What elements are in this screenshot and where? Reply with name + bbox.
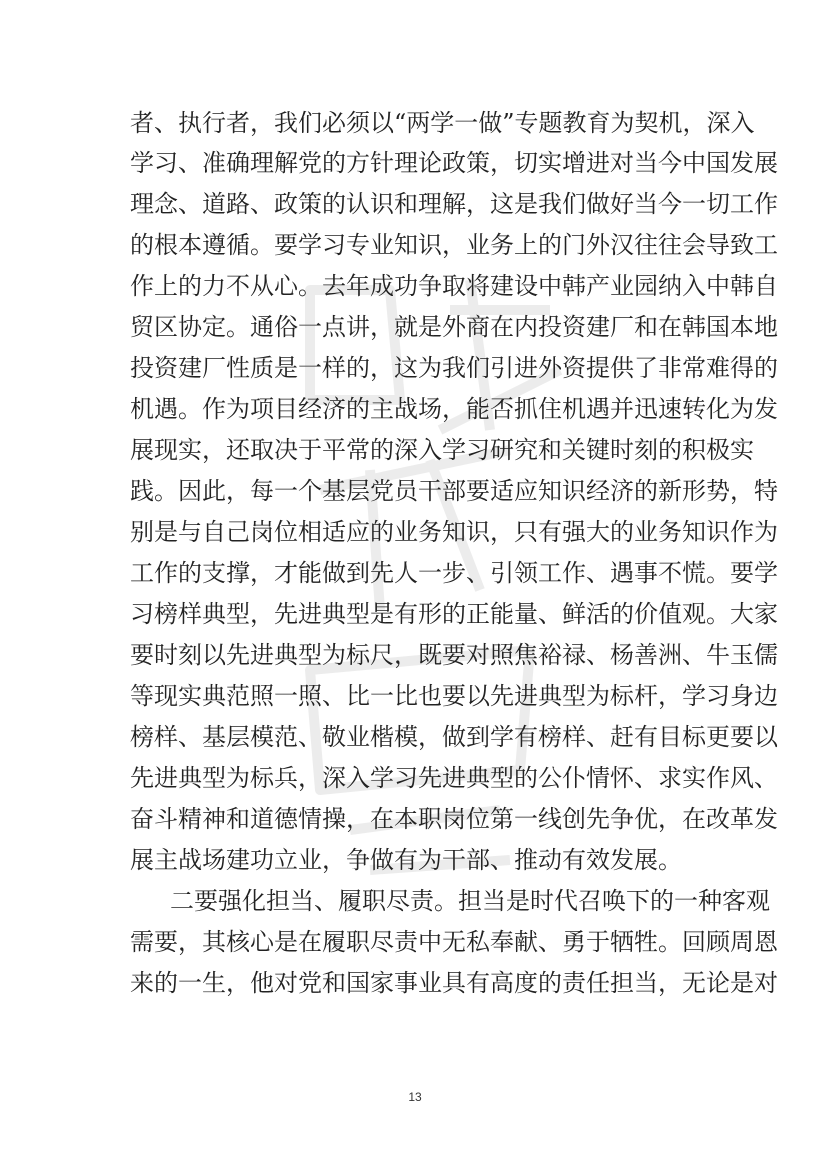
text-line: 等现实典范照一照、比一比也要以先进典型为标杆，学习身边 [130,682,778,710]
text-line: 机遇。作为项目经济的主战场，能否抓住机遇并迅速转化为发 [130,395,778,423]
text-line: 要时刻以先进典型为标尺，既要对照焦裕禄、杨善洲、牛玉儒 [130,641,778,669]
text-line: 奋斗精神和道德情操，在本职岗位第一线创先争优，在改革发 [130,805,778,833]
text-line: 先进典型为标兵，深入学习先进典型的公仆情怀、求实作风、 [130,764,778,792]
text-line: 需要，其核心是在履职尽责中无私奉献、勇于牺牲。回顾周恩 [130,928,778,956]
text-line: 工作的支撑，才能做到先人一步、引领工作、遇事不慌。要学 [130,559,778,587]
text-line: 展主战场建功立业，争做有为干部、推动有效发展。 [130,846,682,874]
text-line: 作上的力不从心。去年成功争取将建设中韩产业园纳入中韩自 [130,272,778,300]
text-line: 别是与自己岗位相适应的业务知识，只有强大的业务知识作为 [130,518,778,546]
text-line: 贸区协定。通俗一点讲，就是外商在内投资建厂和在韩国本地 [130,313,778,341]
text-line: 者、执行者，我们必须以“两学一做”专题教育为契机，深入 [130,109,755,137]
text-line: 学习、准确理解党的方针理论政策，切实增进对当今中国发展 [130,149,778,177]
text-line: 的根本遵循。要学习专业知识，业务上的门外汉往往会导致工 [130,231,778,259]
text-line: 践。因此，每一个基层党员干部要适应知识经济的新形势，特 [130,477,778,505]
text-line: 习榜样典型，先进典型是有形的正能量、鲜活的价值观。大家 [130,600,778,628]
text-line: 榜样、基层模范、敬业楷模，做到学有榜样、赶有目标更要以 [130,723,778,751]
text-line: 展现实，还取决于平常的深入学习研究和关键时刻的积极实 [130,436,754,464]
page-number: 13 [408,1090,422,1104]
text-line: 投资建厂性质是一样的，这为我们引进外资提供了非常难得的 [130,354,778,382]
text-line: 理念、道路、政策的认识和理解，这是我们做好当今一切工作 [130,190,778,218]
text-line: 来的一生，他对党和国家事业具有高度的责任担当，无论是对 [130,969,778,997]
text-line: 二要强化担当、履职尽责。担当是时代召唤下的一种客观 [170,887,770,915]
